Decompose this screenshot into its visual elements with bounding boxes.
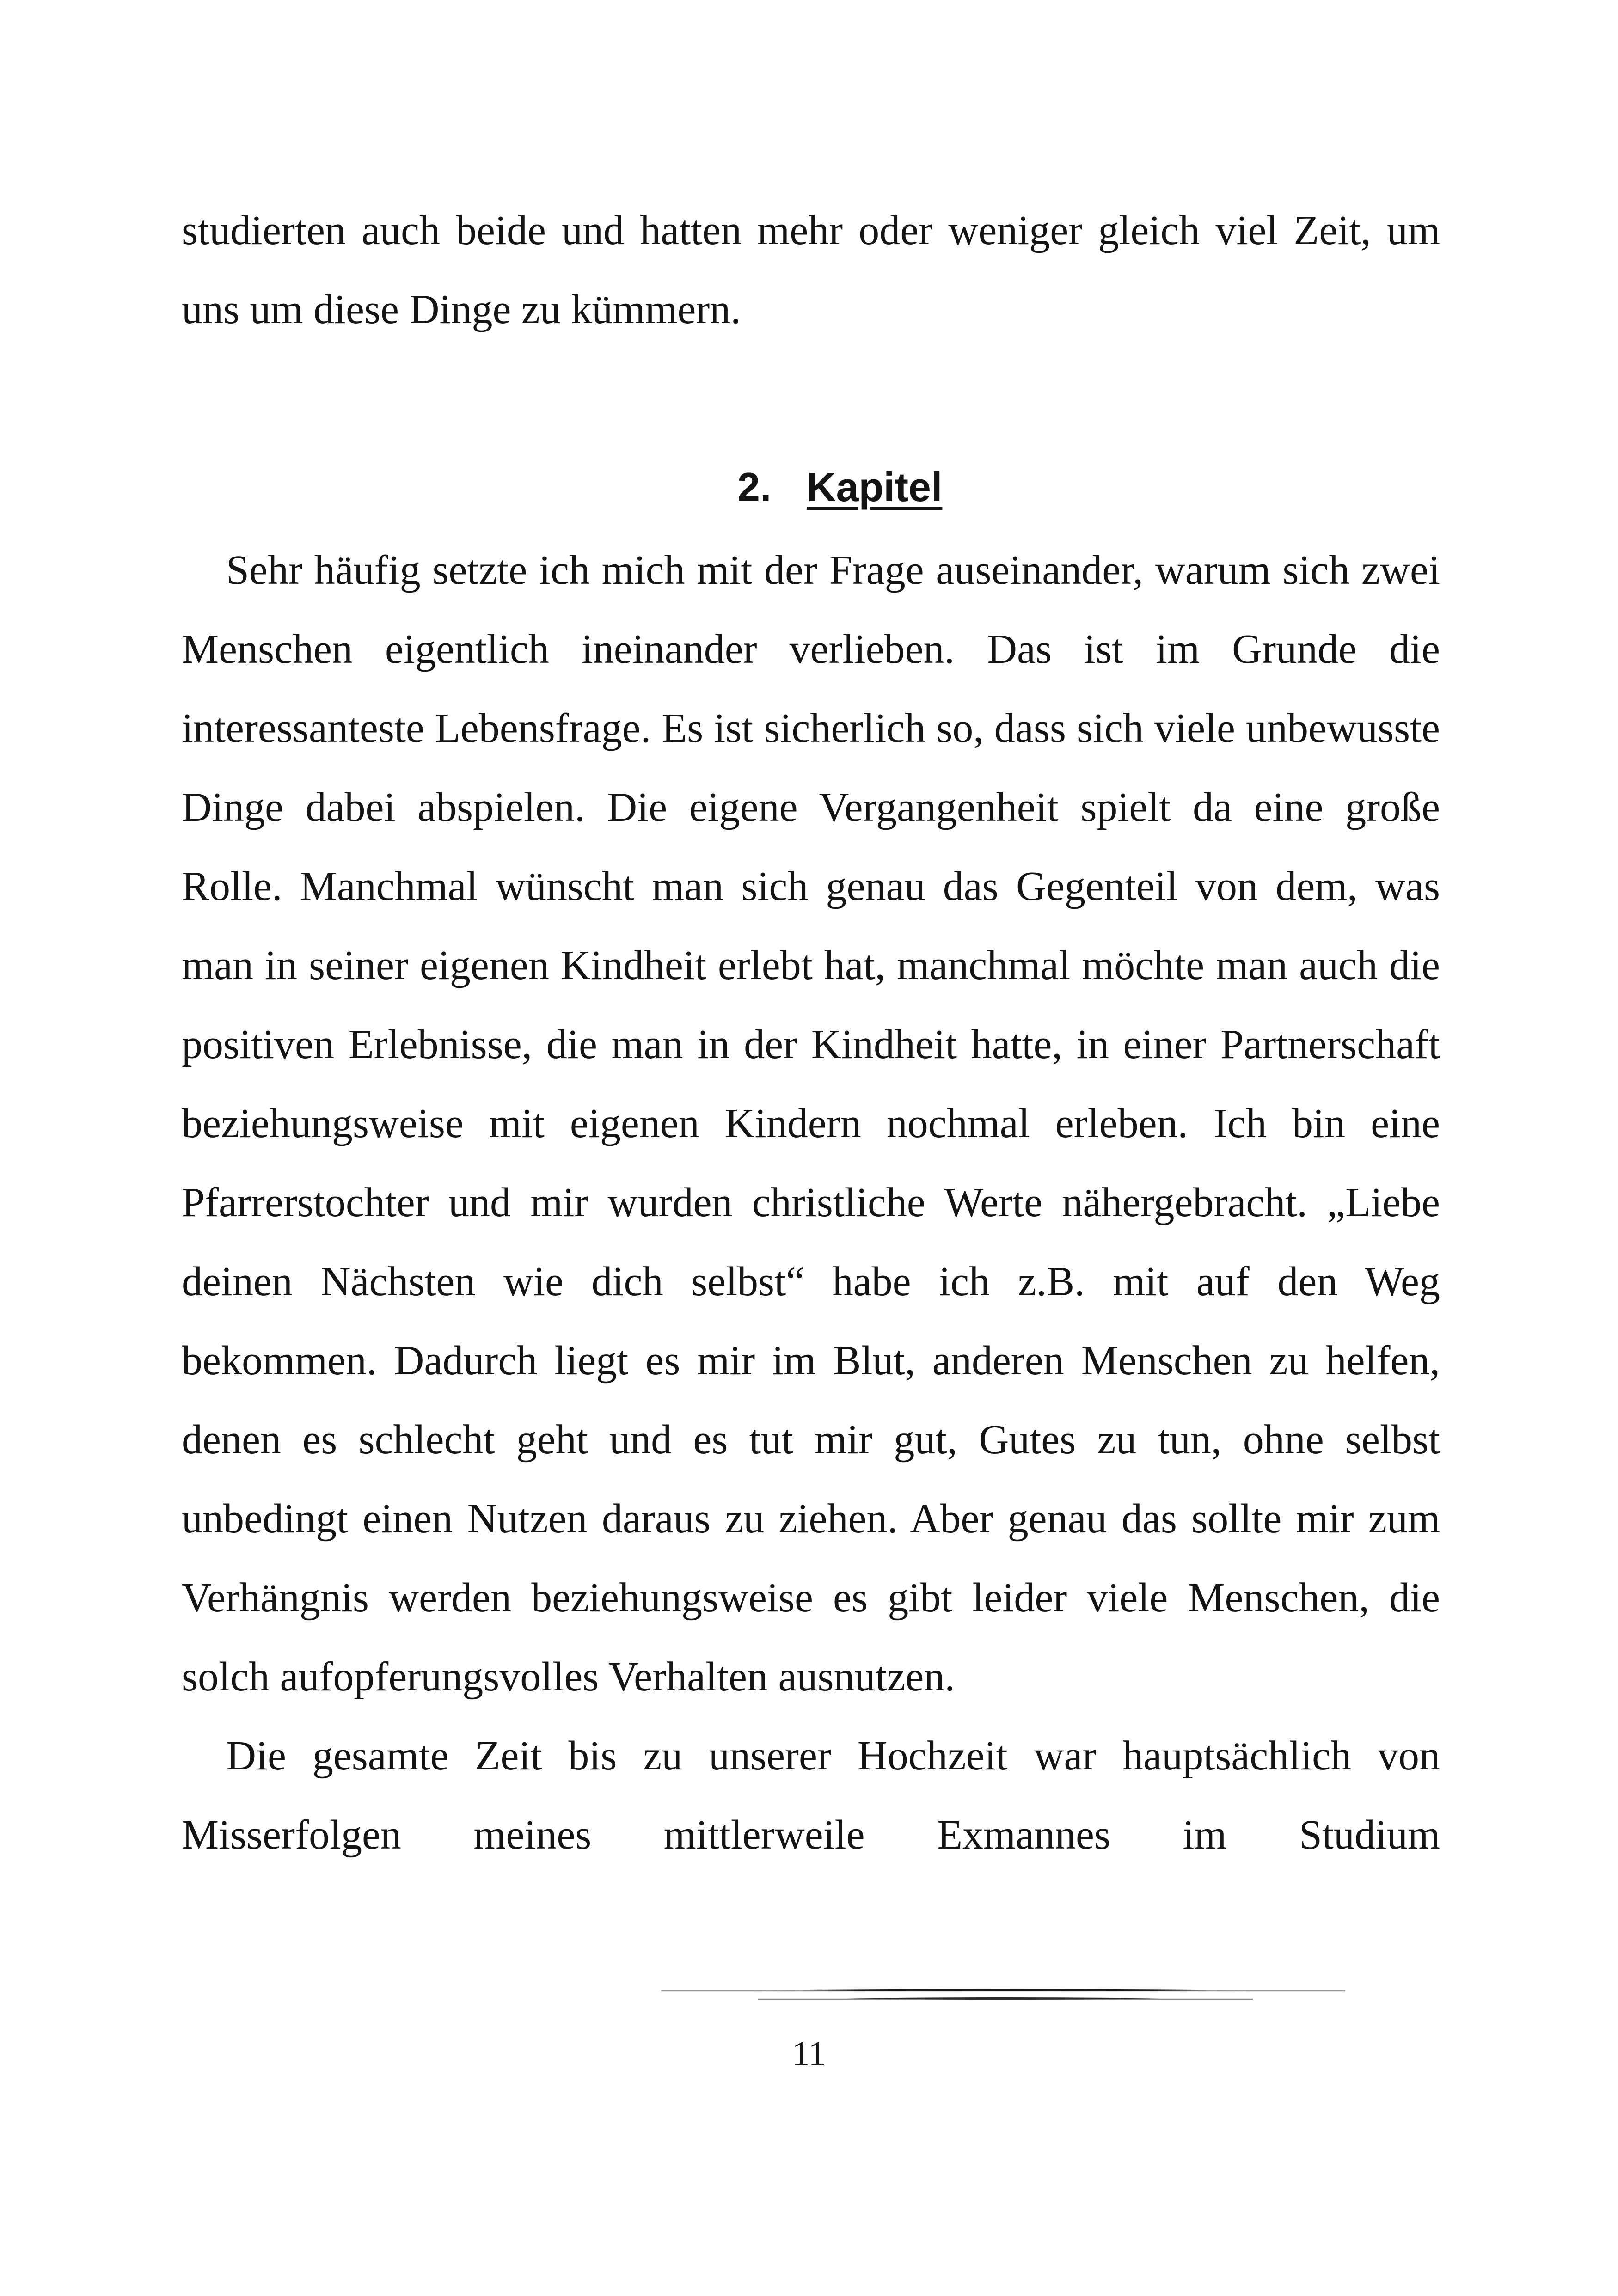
intro-paragraph-block [182,191,1440,349]
body-paragraph-1: Sehr häufig setzte ich mich mit der Frage auseinander, warum sich zwei Menschen eigentlich ineinander verlieben. Das ist im Grunde die interessanteste Lebensfrage. Es ist sicherlich so, dass sich viele unbewusste Dinge dabei abspielen. Die eigene Vergangenheit spielt da eine große Rolle. Manchmal wünscht man sich genau das Gegenteil von dem, was man in seiner eigenen Kindheit erlebt hat, manchmal möchte man auch die positiven Erlebnisse, die man in der Kindheit hatte, in einer Partnerschaft beziehungsweise mit eigenen Kindern nochmal erleben. Ich bin eine Pfarrerstochter und mir wurden christliche Werte nähergebracht. „Liebe deinen Nächsten wie dich selbst“ habe ich z.B. mit auf den Weg bekommen. Dadurch liegt es mir im Blut, anderen Menschen zu helfen, denen es schlecht geht und es tut mir gut, Gutes zu tun, ohne selbst unbedingt einen Nutzen daraus zu ziehen. Aber genau das sollte mir zum Verhängnis werden beziehungsweise es gibt leider viele Menschen, die solch aufopferungsvolles Verhalten ausnutzen. [182,547,1440,1700]
body-paragraph-2: Die gesamte Zeit bis zu unserer Hochzeit war hauptsächlich von Misserfolgen meines mittlerweile Exmannes im Studium [182,1733,1440,1858]
page-number: 11 [792,2034,826,2073]
intro-paragraph: studierten auch beide und hatten mehr oder weniger gleich viel Zeit, um uns um diese Dinge zu kümmern. [182,208,1440,332]
chapter-number: 2. [737,464,772,510]
chapter-title: Kapitel [807,464,943,510]
footer-ornament-rule [661,1986,1345,2004]
chapter-body [182,531,1440,1874]
chapter-heading [737,459,942,515]
